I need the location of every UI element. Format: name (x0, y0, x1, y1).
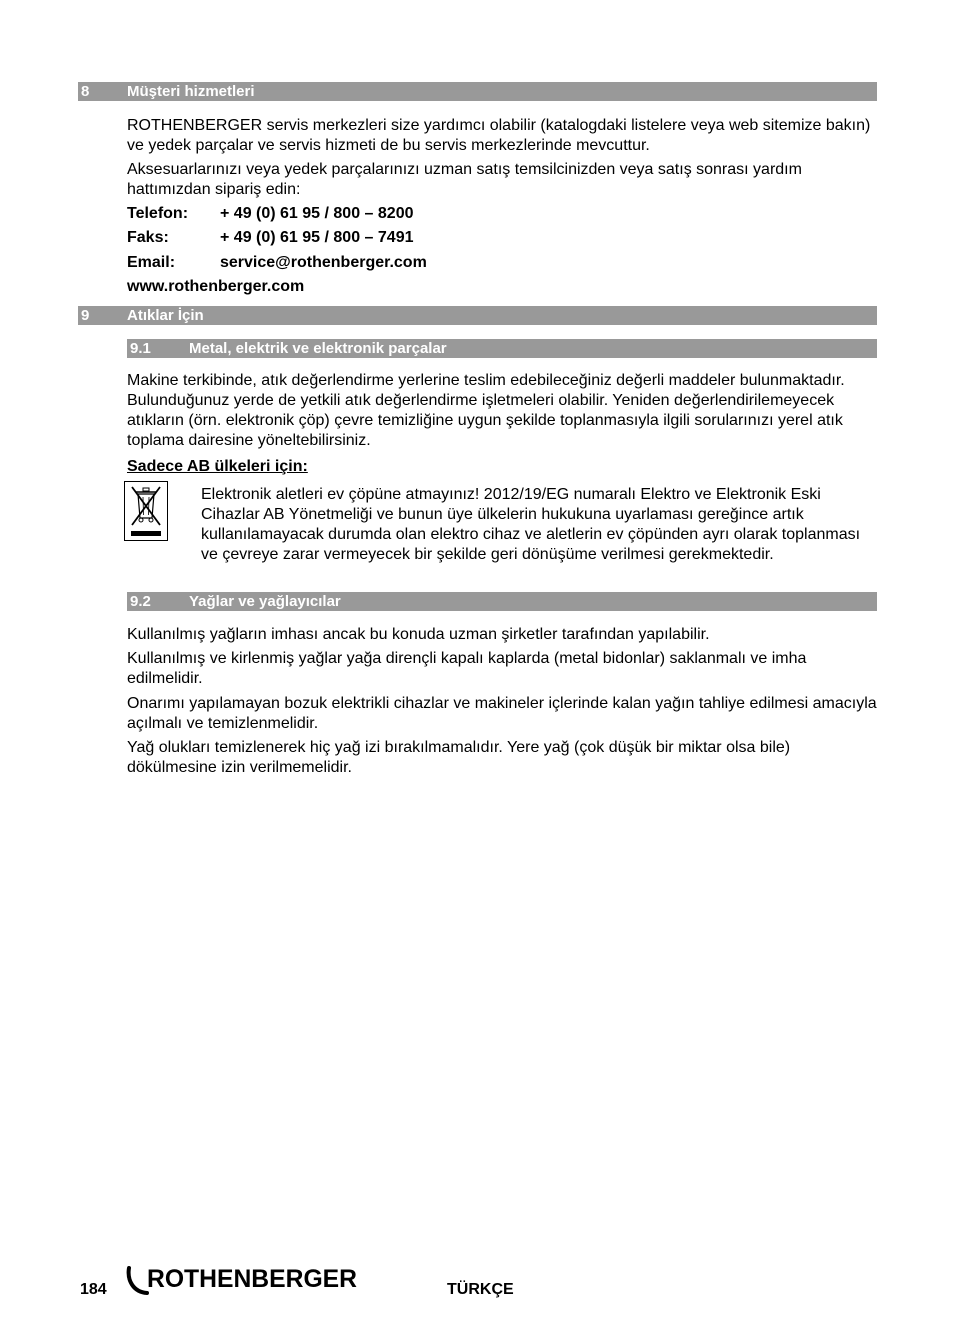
section-title: Atıklar İçin (127, 307, 204, 324)
email-line (127, 253, 427, 273)
order-paragraph: Aksesuarlarınızı veya yedek parçalarınızı uzman satış temsilcinizden veya satış sonrası yardım hattımızdan sipariş edin: (127, 161, 802, 198)
phone-line (127, 204, 413, 224)
website-link[interactable]: www.rothenberger.com (127, 278, 305, 295)
eu-heading: Sadece AB ülkeleri için: (127, 458, 308, 475)
logo-text: ROTHENBERGER (147, 1265, 357, 1293)
phone-label: Telefon: (127, 205, 189, 222)
section-number: 8 (81, 83, 90, 100)
weee-bin-icon (124, 481, 168, 541)
section-title: Yağlar ve yağlayıcılar (189, 593, 341, 610)
oil-paragraph-1: Kullanılmış yağların imhası ancak bu konuda uzman şirketler tarafından yapılabilir. (127, 626, 710, 643)
rothenberger-logo (125, 1262, 365, 1302)
section-number: 9.1 (130, 340, 151, 357)
section-title: Müşteri hizmetleri (127, 83, 255, 100)
section-9-1-heading (127, 339, 877, 358)
oil-paragraph-2: Kullanılmış ve kirlenmiş yağlar yağa dirençli kapalı kaplarda (metal bidonlar) saklanmalı ve imha edilmelidir. (127, 650, 807, 687)
fax-number: + 49 (0) 61 95 / 800 – 7491 (220, 229, 414, 246)
service-paragraph: ROTHENBERGER servis merkezleri size yardımcı olabilir (katalogdaki listelere veya web sitemize bakın) ve yedek parçalar ve servis hizmeti de bu servis merkezlerinde mevcuttur. (127, 117, 871, 154)
email-address[interactable]: service@rothenberger.com (220, 254, 427, 271)
language-label: TÜRKÇE (447, 1281, 514, 1298)
section-8-heading (78, 82, 877, 101)
weee-paragraph: Elektronik aletleri ev çöpüne atmayınız! 2012/19/EG numaralı Elektro ve Elektronik Eski Cihazlar AB Yönetmeliği ve bunun üye ülkelerin hukukuna uyarlaması gereğince artık kullanılamayacak durumda olan elektro cihaz ve aletlerin ev çöpünden ayrı olarak toplanması ve çevreye zarar vermeyecek bir şekilde geri dönüşüme verilmesi gerekmektedir. (201, 486, 861, 563)
section-9-2-heading (127, 592, 877, 611)
oil-paragraph-4: Yağ olukları temizlenerek hiç yağ izi bırakılmamalıdır. Yere yağ (çok düşük bir miktar olsa bile) dökülmesine izin verilmemelidir. (127, 739, 791, 776)
oil-paragraph-3: Onarımı yapılamayan bozuk elektrikli cihazlar ve makineler içlerinde kalan yağın tahliye edilmesi amacıyla açılmalı ve temizlenmelidir. (127, 695, 877, 732)
section-9-heading (78, 306, 877, 325)
section-title: Metal, elektrik ve elektronik parçalar (189, 340, 447, 357)
page-number: 184 (80, 1281, 107, 1298)
fax-label: Faks: (127, 229, 169, 246)
phone-number: + 49 (0) 61 95 / 800 – 8200 (220, 205, 414, 222)
section-number: 9 (81, 307, 90, 324)
section-number: 9.2 (130, 593, 151, 610)
email-label: Email: (127, 254, 176, 271)
fax-line (127, 228, 413, 248)
recycling-paragraph: Makine terkibinde, atık değerlendirme yerlerine teslim edebileceğiniz değerli maddeler bulunmaktadır. Bulunduğunuz yerde de yetkili atık değerlendirme işletmeleri olabilir. Yeniden değerlendirilemeyecek atıkların (örn. elektronik çöp) çevre temizliğine uygun şekilde toplanmasıyla ilgili sorularınızı yerel atık toplama dairesine yöneltebilirsiniz. (127, 372, 845, 449)
crossed-bin-icon (125, 482, 167, 540)
